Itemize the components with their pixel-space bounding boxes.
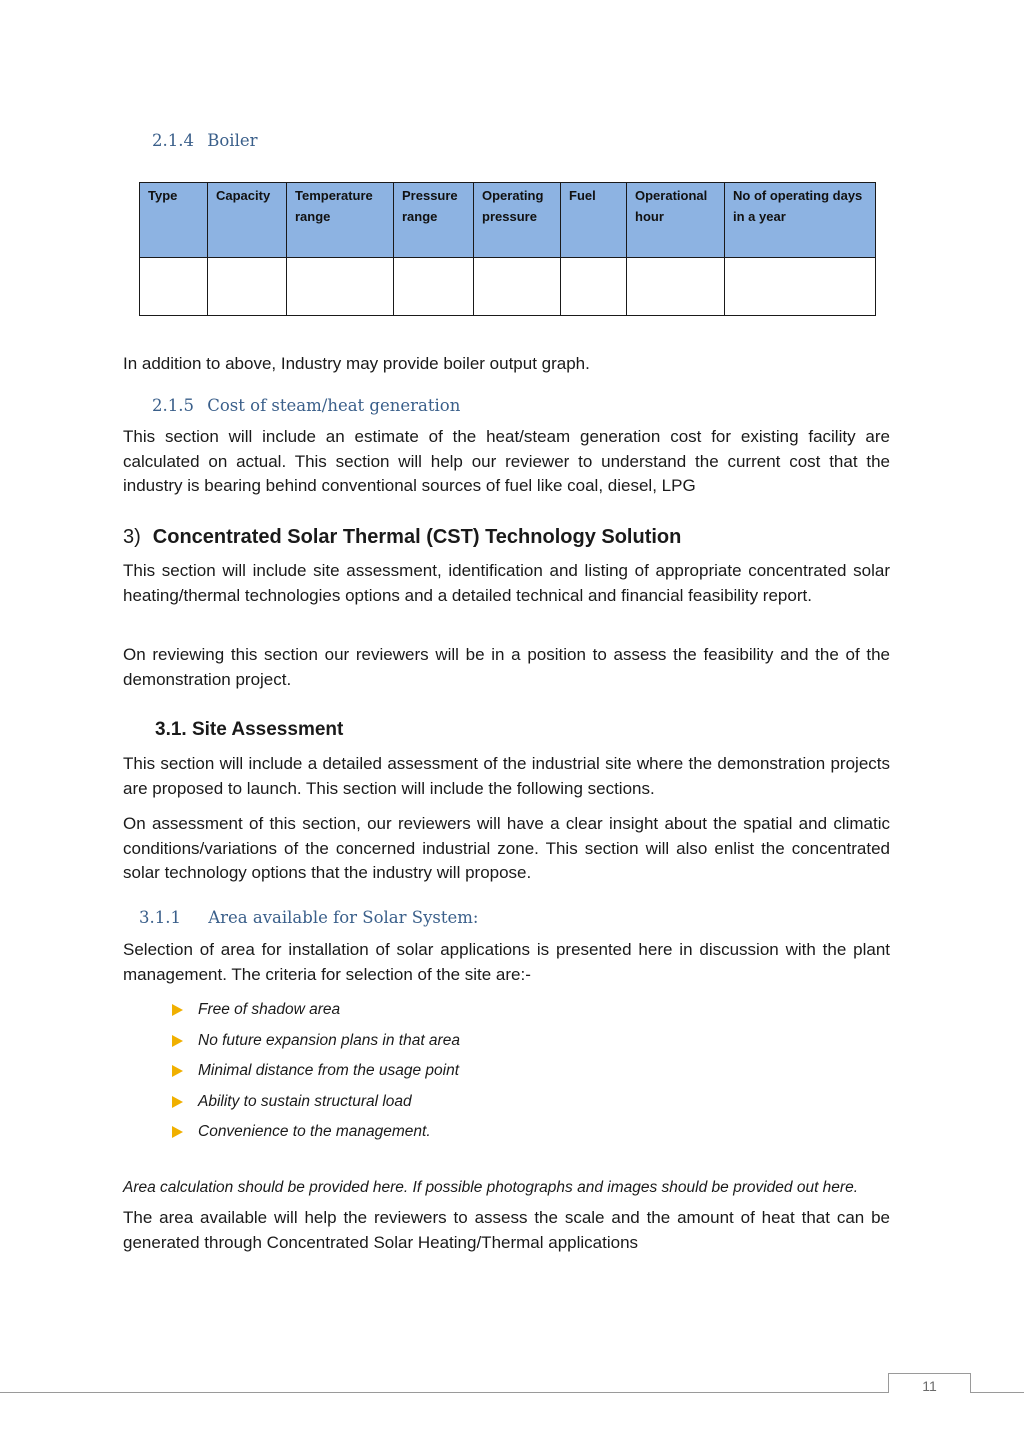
boiler-heading bbox=[152, 131, 258, 150]
cst-paragraph-1: This section will include site assessment, identification and listing of appropriate concentrated solar heating/thermal technologies options and a detailed technical and financial feasibility report. bbox=[123, 561, 890, 605]
section-title: Cost of steam/heat generation bbox=[207, 396, 461, 415]
site-assessment-heading: 3.1. Site Assessment bbox=[155, 719, 344, 740]
column-header: Operational hour bbox=[627, 183, 725, 258]
site-paragraph-2: On assessment of this section, our reviewers will have a clear insight about the spatial and climatic conditions/variations of the concerned industrial zone. This section will also enlist the concentrated solar technology options that the industry will propose. bbox=[123, 814, 890, 882]
list-item: No future expansion plans in that area bbox=[172, 1026, 460, 1057]
boiler-table bbox=[139, 182, 876, 316]
area-calc-note: Area calculation should be provided here. If possible photographs and images should be provided out here. bbox=[123, 1179, 859, 1196]
section-title: Concentrated Solar Thermal (CST) Technology Solution bbox=[152, 526, 682, 548]
column-header: Fuel bbox=[561, 183, 627, 258]
table-cell bbox=[627, 258, 725, 316]
column-header: No of operating days in a year bbox=[725, 183, 876, 258]
triangle-bullet-icon bbox=[172, 1035, 183, 1047]
column-header: Temperature range bbox=[287, 183, 394, 258]
triangle-bullet-icon bbox=[172, 1096, 183, 1108]
section-number: 3.1.1 bbox=[139, 908, 181, 927]
table-cell bbox=[208, 258, 287, 316]
boiler-note: In addition to above, Industry may provide boiler output graph. bbox=[123, 354, 590, 373]
page-number: 11 bbox=[888, 1373, 971, 1393]
list-item: Ability to sustain structural load bbox=[172, 1087, 460, 1118]
cost-paragraph: This section will include an estimate of the heat/steam generation cost for existing facility are calculated on actual. This section will help our reviewer to understand the current cost that the industry is bearing behind conventional sources of fuel like coal, diesel, LPG bbox=[123, 427, 890, 495]
section-title: Area available for Solar System: bbox=[208, 908, 479, 927]
table-cell bbox=[287, 258, 394, 316]
column-header: Type bbox=[140, 183, 208, 258]
cost-heading bbox=[152, 396, 460, 415]
table-cell bbox=[140, 258, 208, 316]
section-number: 2.1.5 bbox=[152, 396, 194, 415]
area-heading bbox=[139, 908, 478, 927]
section-number: 2.1.4 bbox=[152, 131, 194, 150]
table-cell bbox=[561, 258, 627, 316]
table-row bbox=[140, 258, 876, 316]
column-header: Pressure range bbox=[394, 183, 474, 258]
list-item: Free of shadow area bbox=[172, 995, 460, 1026]
triangle-bullet-icon bbox=[172, 1004, 183, 1016]
table-cell bbox=[474, 258, 561, 316]
area-final-paragraph: The area available will help the reviewers to assess the scale and the amount of heat that can be generated through Concentrated Solar Heating/Thermal applications bbox=[123, 1208, 890, 1252]
triangle-bullet-icon bbox=[172, 1126, 183, 1138]
section-number: 3) bbox=[123, 526, 141, 548]
table-cell bbox=[394, 258, 474, 316]
cst-heading bbox=[123, 526, 681, 549]
list-item: Minimal distance from the usage point bbox=[172, 1056, 460, 1087]
triangle-bullet-icon bbox=[172, 1065, 183, 1077]
site-paragraph-1: This section will include a detailed assessment of the industrial site where the demonstration projects are proposed to launch. This section will include the following sections. bbox=[123, 754, 890, 798]
footer-divider bbox=[0, 1392, 1024, 1393]
column-header: Capacity bbox=[208, 183, 287, 258]
table-header-row bbox=[140, 183, 876, 258]
criteria-list bbox=[172, 995, 460, 1148]
list-item: Convenience to the management. bbox=[172, 1117, 460, 1148]
section-title: Boiler bbox=[207, 131, 258, 150]
area-paragraph: Selection of area for installation of solar applications is presented here in discussion with the plant management. The criteria for selection of the site are:- bbox=[123, 940, 890, 984]
column-header: Operating pressure bbox=[474, 183, 561, 258]
table-cell bbox=[725, 258, 876, 316]
cst-paragraph-2: On reviewing this section our reviewers will be in a position to assess the feasibility and the of the demonstration project. bbox=[123, 645, 890, 689]
